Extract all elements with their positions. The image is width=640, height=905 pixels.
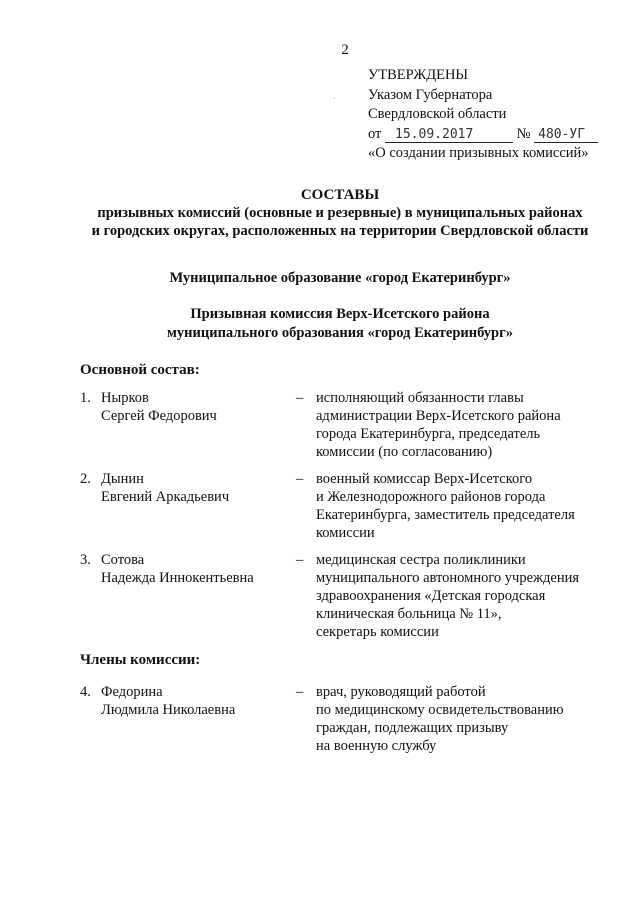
decree-date: 15.09.2017 (385, 128, 513, 143)
role-line: города Екатеринбурга, председатель (316, 426, 541, 442)
member-given-names: Надежда Иннокентьевна (101, 570, 254, 586)
approval-decree-line: Указом Губернатора (368, 86, 493, 103)
role-line: исполняющий обязанности главы (316, 390, 524, 406)
role-line: по медицинскому освидетельствованию (316, 702, 564, 718)
role-line: муниципального автономного учреждения (316, 570, 580, 586)
role-line: комиссии (по согласованию) (316, 444, 493, 460)
role-line: комиссии (316, 525, 375, 541)
date-prefix: от (368, 125, 382, 142)
decree-number: 480-УГ (534, 128, 598, 143)
approval-block (368, 66, 598, 164)
role-line: секретарь комиссии (316, 624, 439, 640)
role-line: на военную службу (316, 738, 437, 754)
member-number: 2. (80, 471, 91, 487)
document-title: СОСТАВЫ (300, 187, 380, 203)
role-line: и Железнодорожного районов города (316, 489, 546, 505)
number-prefix: № (516, 125, 531, 142)
approval-date-line (368, 125, 598, 145)
subtitle-line: призывных комиссий (основные и резервные) в муниципальных районах (97, 205, 583, 221)
member-surname: Сотова (101, 552, 145, 568)
member-role (316, 551, 579, 641)
member-role (316, 683, 564, 755)
role-line: здравоохранения «Детская городская (316, 588, 546, 604)
member-name (101, 389, 217, 425)
role-line: клиническая больница № 11», (316, 606, 502, 622)
role-line: граждан, подлежащих призыву (316, 720, 509, 736)
member-dash: – (296, 390, 304, 406)
member-dash: – (296, 684, 304, 700)
role-line: медицинская сестра поликлиники (316, 552, 526, 568)
scan-mark: . (333, 91, 336, 102)
page-number: 2 (341, 42, 349, 58)
role-line: Екатеринбурга, заместитель председателя (316, 507, 575, 523)
role-line: врач, руководящий работой (316, 684, 486, 700)
member-dash: – (296, 471, 304, 487)
commission-heading-line: Призывная комиссия Верх-Исетского района (190, 306, 490, 322)
approval-heading: УТВЕРЖДЕНЫ (368, 67, 469, 83)
main-section-label: Основной состав: (80, 362, 200, 378)
member-number: 1. (80, 390, 91, 406)
member-dash: – (296, 552, 304, 568)
member-role (316, 470, 575, 542)
subtitle-line: и городских округах, расположенных на территории Свердловской области (91, 223, 589, 239)
member-name (101, 683, 235, 719)
member-given-names: Сергей Федорович (101, 408, 217, 424)
member-name (101, 551, 254, 587)
members-section-label: Члены комиссии: (80, 652, 201, 668)
member-given-names: Евгений Аркадьевич (101, 489, 230, 505)
municipality-heading: Муниципальное образование «город Екатеринбург» (169, 270, 511, 286)
member-surname: Нырков (101, 390, 149, 406)
member-number: 3. (80, 552, 91, 568)
commission-heading (40, 305, 640, 343)
member-name (101, 470, 229, 506)
role-line: военный комиссар Верх-Исетского (316, 471, 533, 487)
approval-region-line: Свердловской области (368, 106, 507, 122)
role-line: администрации Верх-Исетского района (316, 408, 561, 424)
member-surname: Дынин (101, 471, 144, 487)
document-subtitle (40, 204, 640, 240)
member-number: 4. (80, 684, 91, 700)
commission-heading-line: муниципального образования «город Екатеринбург» (167, 325, 513, 341)
member-given-names: Людмила Николаевна (101, 702, 236, 718)
member-role (316, 389, 561, 461)
decree-title: «О создании призывных комиссий» (368, 145, 589, 161)
member-surname: Федорина (101, 684, 163, 700)
